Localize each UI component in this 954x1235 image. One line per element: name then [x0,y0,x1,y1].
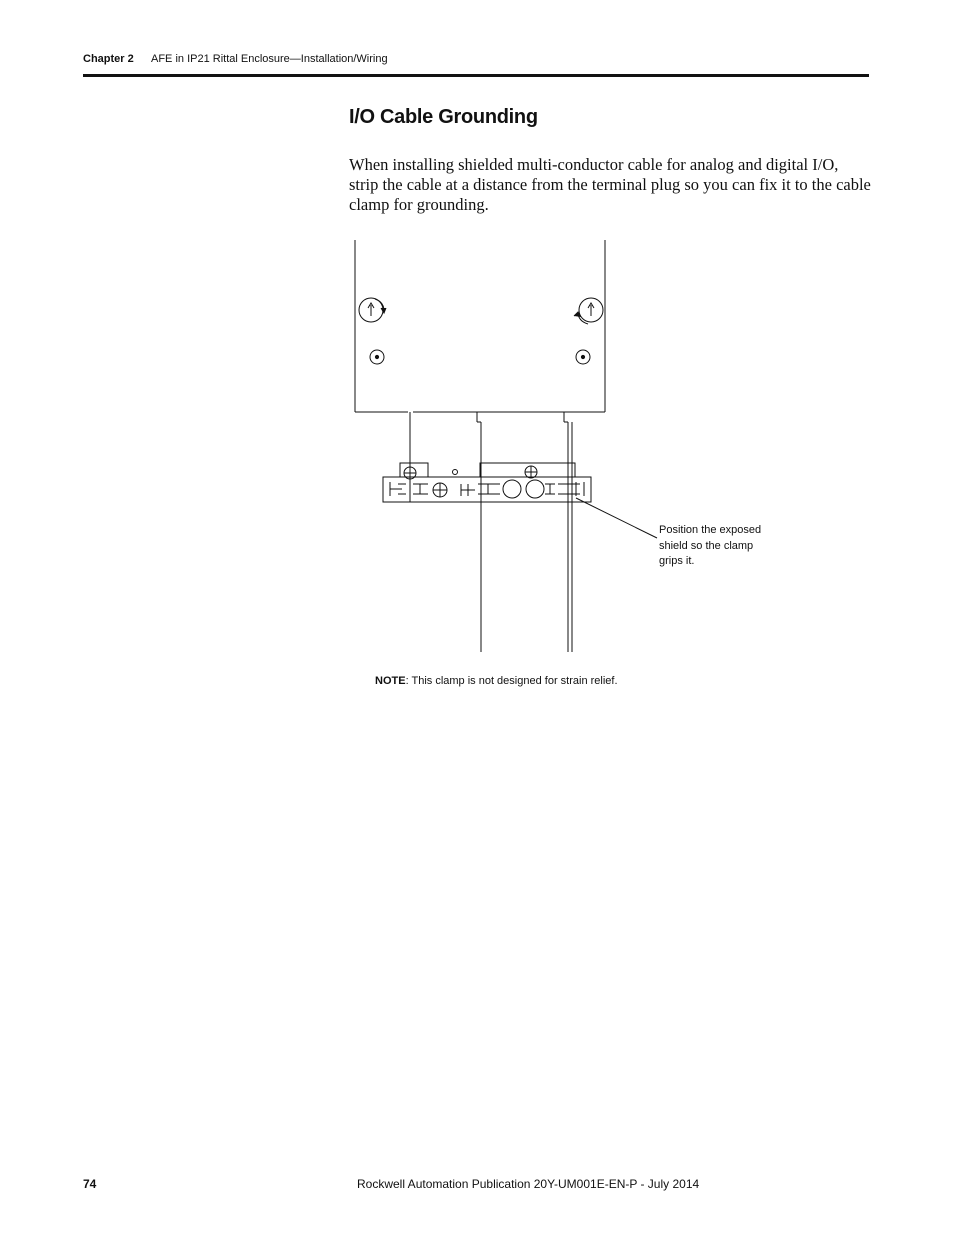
page-number: 74 [83,1177,97,1191]
figure-note [375,675,618,687]
cable-clamp-diagram [340,232,760,662]
chapter-title: AFE in IP21 Rittal Enclosure—Installation/Wiring [151,53,388,65]
section-title: I/O Cable Grounding [349,106,538,128]
screw-icon [574,298,603,324]
cable-lines [410,412,572,652]
cable-clamp [383,463,591,502]
publication-info: Rockwell Automation Publication 20Y-UM001E-EN-P - July 2014 [357,1177,700,1191]
drive-plate [355,240,605,412]
screw-icon [359,298,386,322]
mounting-hole-icon [370,350,384,364]
chapter-label: Chapter 2 [83,53,134,65]
callout-leader [576,498,657,538]
shield-callout: Position the exposed shield so the clamp grips it. [659,524,762,567]
note-label: NOTE [375,675,406,687]
header-rule [83,74,869,77]
note-text: : This clamp is not designed for strain relief. [405,675,618,687]
section-body: When installing shielded multi-conductor cable for analog and digital I/O, strip the cable at a distance from the terminal plug so you can fix it to the cable clamp for grounding. [349,155,871,214]
mounting-hole-icon [576,350,590,364]
